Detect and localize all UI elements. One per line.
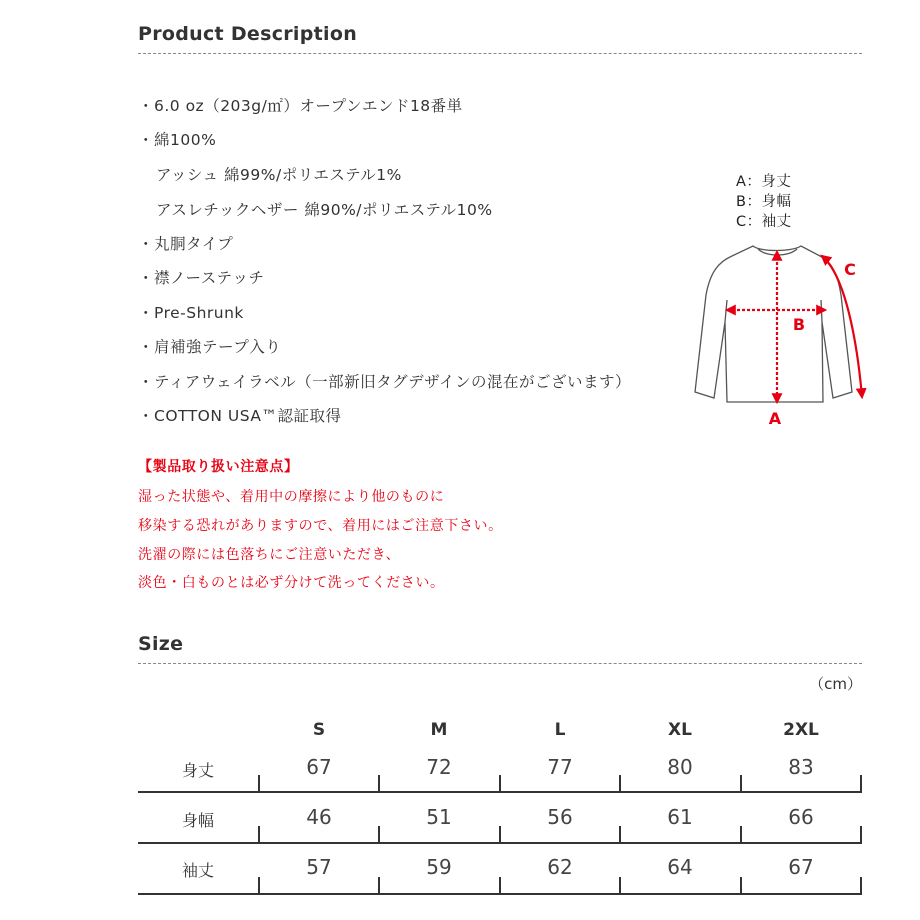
column-tick xyxy=(860,826,862,842)
table-cell: 59 xyxy=(426,855,452,879)
column-tick xyxy=(499,775,501,791)
column-tick xyxy=(740,877,742,893)
description-title: Product Description xyxy=(138,23,358,45)
desc-shoulder-tape: ・肩補強テープ入り xyxy=(138,338,282,356)
column-tick xyxy=(619,775,621,791)
care-line: 湿った状態や、着用中の摩擦により他のものに xyxy=(138,489,445,505)
size-header-m: M xyxy=(430,720,448,740)
measure-c-line xyxy=(822,256,862,397)
unit-label: （cm） xyxy=(809,675,862,693)
legend-c: C：袖丈 xyxy=(736,214,792,230)
desc-fabric-weight: ・6.0 oz（203g/㎡）オープンエンド18番単 xyxy=(138,97,463,115)
table-cell: 61 xyxy=(667,805,693,829)
table-cell: 67 xyxy=(306,755,332,779)
size-title: Size xyxy=(138,633,184,655)
table-cell: 57 xyxy=(306,855,332,879)
desc-cotton-usa: ・COTTON USA™認証取得 xyxy=(138,407,342,425)
table-cell: 62 xyxy=(547,855,573,879)
column-tick xyxy=(258,775,260,791)
measure-b-label: B xyxy=(792,315,806,334)
size-header-s: S xyxy=(312,720,326,740)
table-cell: 46 xyxy=(306,805,332,829)
size-header-xl: XL xyxy=(668,720,692,740)
desc-tearaway-label: ・ティアウェイラベル（一部新旧タグデザインの混在がございます） xyxy=(138,373,632,391)
size-header-2xl: 2XL xyxy=(783,720,819,740)
table-cell: 80 xyxy=(667,755,693,779)
shirt-outline xyxy=(695,246,852,402)
desc-athletic-heather: アスレチックヘザー 綿90%/ポリエステル10% xyxy=(156,201,493,219)
table-cell: 67 xyxy=(788,855,814,879)
table-cell: 64 xyxy=(667,855,693,879)
column-tick xyxy=(258,877,260,893)
desc-collar: ・襟ノーステッチ xyxy=(138,269,265,287)
column-tick xyxy=(860,775,862,791)
measure-c-label: C xyxy=(844,260,856,279)
care-line: 淡色・白ものとは必ず分けて洗ってください。 xyxy=(138,575,445,591)
column-tick xyxy=(619,826,621,842)
measure-a-label: A xyxy=(768,409,782,428)
column-tick xyxy=(860,877,862,893)
row-label-body-length: 身丈 xyxy=(181,761,214,780)
care-line: 移染する恐れがありますので、着用にはご注意下さい。 xyxy=(138,518,503,534)
column-tick xyxy=(258,826,260,842)
legend-b: B：身幅 xyxy=(736,194,792,210)
size-divider xyxy=(138,663,862,664)
care-heading: 【製品取り扱い注意点】 xyxy=(138,459,299,475)
column-tick xyxy=(378,877,380,893)
size-header-l: L xyxy=(554,720,566,740)
legend-a: A：身丈 xyxy=(736,174,792,190)
desc-cotton: ・綿100% xyxy=(138,131,217,149)
column-tick xyxy=(378,826,380,842)
desc-preshrunk: ・Pre-Shrunk xyxy=(138,304,244,322)
column-tick xyxy=(499,877,501,893)
table-cell: 77 xyxy=(547,755,573,779)
table-cell: 56 xyxy=(547,805,573,829)
table-cell: 72 xyxy=(426,755,452,779)
description-divider xyxy=(138,53,862,54)
column-tick xyxy=(740,826,742,842)
column-tick xyxy=(499,826,501,842)
care-line: 洗濯の際には色落ちにご注意いただき、 xyxy=(138,547,401,563)
row-divider xyxy=(138,791,862,793)
row-label-body-width: 身幅 xyxy=(181,811,214,830)
row-label-sleeve-length: 袖丈 xyxy=(181,861,214,880)
table-cell: 51 xyxy=(426,805,452,829)
column-tick xyxy=(740,775,742,791)
column-tick xyxy=(619,877,621,893)
desc-ash: アッシュ 綿99%/ポリエステル1% xyxy=(156,166,402,184)
desc-tubular: ・丸胴タイプ xyxy=(138,235,234,253)
column-tick xyxy=(378,775,380,791)
row-divider xyxy=(138,893,862,895)
shirt-measurement-diagram xyxy=(680,235,880,435)
table-cell: 66 xyxy=(788,805,814,829)
row-divider xyxy=(138,842,862,844)
table-cell: 83 xyxy=(788,755,814,779)
